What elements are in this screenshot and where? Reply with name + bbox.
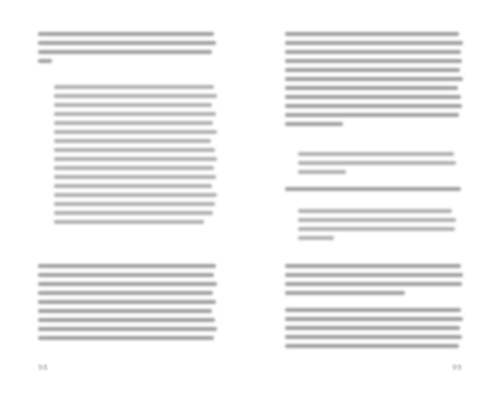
text-line (54, 148, 215, 152)
text-line (285, 113, 459, 117)
text-line (285, 41, 463, 45)
text-line (38, 273, 214, 277)
text-line (38, 50, 212, 54)
text-line (38, 32, 214, 36)
text-line (285, 317, 463, 321)
text-line (38, 300, 216, 304)
text-line (285, 335, 462, 339)
right-paragraph-4 (285, 308, 463, 353)
text-line (285, 282, 462, 286)
text-line (285, 104, 462, 108)
text-line (54, 94, 217, 98)
text-line (54, 85, 214, 89)
text-line (285, 344, 459, 348)
text-line (54, 184, 212, 188)
text-line (38, 41, 216, 45)
text-line (298, 161, 456, 165)
text-line (54, 193, 217, 197)
page-number: 99 (452, 364, 462, 372)
left-block-quote (54, 85, 218, 229)
left-paragraph-1 (38, 32, 216, 68)
right-quote-2 (298, 209, 458, 245)
text-line (285, 264, 461, 268)
text-line (54, 103, 212, 107)
text-line (54, 175, 216, 179)
text-line (285, 187, 461, 191)
text-line (285, 86, 458, 90)
text-line (285, 95, 461, 99)
text-line (38, 59, 52, 63)
text-line (298, 227, 455, 231)
right-paragraph-2 (285, 187, 463, 196)
text-line (298, 152, 454, 156)
text-line (285, 59, 462, 63)
text-line (54, 211, 213, 215)
text-line (285, 77, 463, 81)
text-line (38, 282, 217, 286)
text-line (38, 291, 213, 295)
text-line (298, 218, 456, 222)
text-line (54, 220, 204, 224)
text-line (298, 236, 334, 240)
text-line (285, 122, 343, 126)
text-line (285, 308, 461, 312)
page-number: 98 (38, 364, 48, 372)
text-line (54, 157, 217, 161)
text-line (38, 318, 215, 322)
right-paragraph-1 (285, 32, 463, 131)
text-line (38, 327, 217, 331)
text-line (54, 202, 215, 206)
text-line (298, 170, 346, 174)
text-line (54, 112, 216, 116)
text-line (285, 326, 460, 330)
text-line (285, 32, 459, 36)
right-paragraph-3 (285, 264, 463, 300)
text-line (298, 209, 452, 213)
text-line (54, 139, 211, 143)
right-page (250, 0, 500, 400)
text-line (285, 68, 460, 72)
text-line (38, 264, 216, 268)
left-paragraph-2 (38, 264, 218, 345)
text-line (54, 130, 217, 134)
text-line (38, 336, 214, 340)
right-quote-1 (298, 152, 458, 179)
text-line (285, 291, 405, 295)
text-line (38, 309, 212, 313)
text-line (54, 166, 214, 170)
text-line (285, 273, 463, 277)
text-line (285, 50, 461, 54)
text-line (54, 121, 213, 125)
